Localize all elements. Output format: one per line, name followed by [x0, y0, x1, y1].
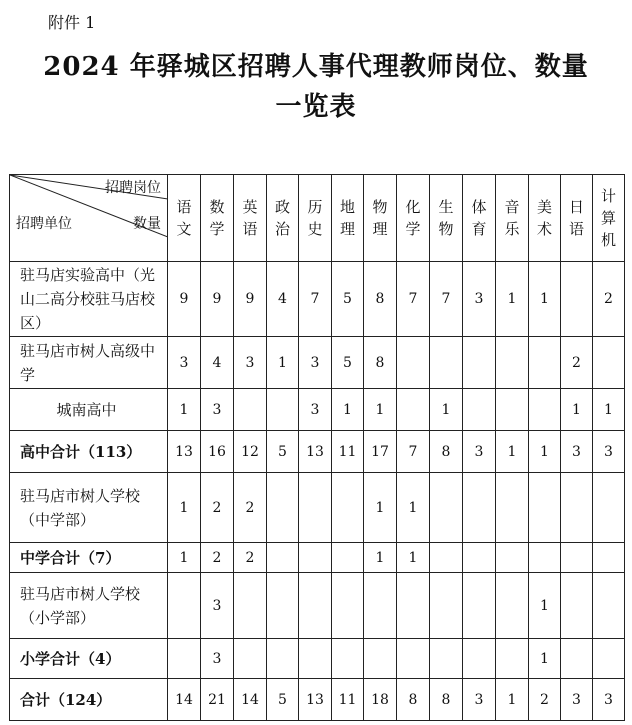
- count-cell: [267, 543, 299, 573]
- count-cell: [267, 389, 299, 431]
- unit-name-cell: 小学合计（4）: [10, 639, 168, 679]
- count-cell: 11: [332, 679, 364, 721]
- table-row: [10, 473, 625, 543]
- count-cell: [496, 337, 529, 389]
- count-cell: [561, 573, 593, 639]
- count-cell: 9: [201, 262, 234, 337]
- count-cell: [463, 543, 496, 573]
- count-cell: 3: [593, 431, 625, 473]
- count-cell: [593, 473, 625, 543]
- count-cell: [430, 639, 463, 679]
- table-row: [10, 337, 625, 389]
- count-cell: 1: [430, 389, 463, 431]
- count-cell: [397, 389, 430, 431]
- total-row: [10, 543, 625, 573]
- unit-name-cell: 高中合计（113）: [10, 431, 168, 473]
- count-cell: [561, 639, 593, 679]
- count-cell: 8: [430, 431, 463, 473]
- count-cell: [332, 543, 364, 573]
- count-cell: 1: [593, 389, 625, 431]
- count-cell: 18: [364, 679, 397, 721]
- subject-header: 语文: [168, 175, 201, 262]
- count-cell: [496, 573, 529, 639]
- unit-name-cell: 驻马店市树人学校（中学部）: [10, 473, 168, 543]
- count-cell: 4: [267, 262, 299, 337]
- count-cell: [463, 639, 496, 679]
- count-cell: 2: [561, 337, 593, 389]
- count-cell: 8: [364, 337, 397, 389]
- count-cell: 1: [332, 389, 364, 431]
- count-cell: 1: [529, 262, 561, 337]
- count-cell: 1: [529, 639, 561, 679]
- count-cell: [561, 473, 593, 543]
- count-cell: 17: [364, 431, 397, 473]
- count-cell: [299, 543, 332, 573]
- count-cell: 3: [201, 389, 234, 431]
- total-row: [10, 639, 625, 679]
- subject-header: 物理: [364, 175, 397, 262]
- count-cell: [430, 543, 463, 573]
- count-cell: 9: [234, 262, 267, 337]
- count-cell: 3: [201, 573, 234, 639]
- count-cell: 1: [267, 337, 299, 389]
- count-cell: [332, 473, 364, 543]
- count-cell: 1: [168, 389, 201, 431]
- count-cell: 7: [430, 262, 463, 337]
- attachment-label: 附件 1: [48, 13, 96, 32]
- count-cell: 1: [496, 679, 529, 721]
- subject-header: 生物: [430, 175, 463, 262]
- count-cell: 13: [168, 431, 201, 473]
- count-cell: [496, 639, 529, 679]
- subject-header: 音乐: [496, 175, 529, 262]
- count-cell: [364, 573, 397, 639]
- count-cell: [299, 573, 332, 639]
- count-cell: 3: [561, 431, 593, 473]
- count-cell: 3: [593, 679, 625, 721]
- count-cell: 1: [529, 431, 561, 473]
- header-row: [10, 175, 625, 262]
- count-cell: 1: [168, 473, 201, 543]
- count-cell: 7: [397, 262, 430, 337]
- count-cell: 2: [234, 473, 267, 543]
- subject-header: 化学: [397, 175, 430, 262]
- count-cell: 1: [561, 389, 593, 431]
- total-row: [10, 679, 625, 721]
- count-cell: [593, 337, 625, 389]
- unit-name-cell: 驻马店市树人学校（小学部）: [10, 573, 168, 639]
- count-cell: 7: [299, 262, 332, 337]
- count-cell: [529, 543, 561, 573]
- count-cell: 1: [364, 473, 397, 543]
- subject-header: 数学: [201, 175, 234, 262]
- count-cell: [463, 573, 496, 639]
- count-cell: [593, 573, 625, 639]
- count-cell: [593, 639, 625, 679]
- subject-header: 计算机: [593, 175, 625, 262]
- count-cell: 3: [168, 337, 201, 389]
- count-cell: 3: [463, 262, 496, 337]
- count-cell: [496, 389, 529, 431]
- count-cell: [463, 473, 496, 543]
- count-cell: [267, 473, 299, 543]
- count-cell: [529, 337, 561, 389]
- count-cell: 3: [561, 679, 593, 721]
- count-cell: [364, 639, 397, 679]
- count-cell: 1: [168, 543, 201, 573]
- count-cell: [267, 573, 299, 639]
- table-row: [10, 389, 625, 431]
- subject-header: 日语: [561, 175, 593, 262]
- unit-name-cell: 合计（124）: [10, 679, 168, 721]
- unit-name-cell: 驻马店实验高中（光山二高分校驻马店校区）: [10, 262, 168, 337]
- count-cell: [463, 389, 496, 431]
- count-cell: 2: [201, 473, 234, 543]
- count-cell: 12: [234, 431, 267, 473]
- count-cell: [529, 473, 561, 543]
- count-cell: 13: [299, 679, 332, 721]
- count-cell: [332, 639, 364, 679]
- count-cell: 7: [397, 431, 430, 473]
- count-cell: 3: [201, 639, 234, 679]
- count-cell: [397, 573, 430, 639]
- count-cell: 9: [168, 262, 201, 337]
- count-cell: [430, 473, 463, 543]
- count-cell: 2: [234, 543, 267, 573]
- unit-name-cell: 驻马店市树人高级中学: [10, 337, 168, 389]
- count-cell: [267, 639, 299, 679]
- count-cell: [463, 337, 496, 389]
- count-cell: 5: [332, 262, 364, 337]
- count-cell: 11: [332, 431, 364, 473]
- count-cell: 1: [496, 262, 529, 337]
- count-cell: 1: [496, 431, 529, 473]
- count-cell: [299, 639, 332, 679]
- subject-header: 体育: [463, 175, 496, 262]
- table-row: [10, 262, 625, 337]
- count-cell: [234, 639, 267, 679]
- count-cell: [168, 573, 201, 639]
- subject-header: 政治: [267, 175, 299, 262]
- count-cell: 2: [201, 543, 234, 573]
- count-cell: [430, 337, 463, 389]
- unit-name-cell: 城南高中: [10, 389, 168, 431]
- count-cell: 3: [234, 337, 267, 389]
- count-cell: [234, 389, 267, 431]
- count-cell: 1: [397, 473, 430, 543]
- count-cell: 1: [364, 543, 397, 573]
- count-cell: [299, 473, 332, 543]
- count-cell: 2: [529, 679, 561, 721]
- count-cell: [397, 337, 430, 389]
- count-cell: 14: [168, 679, 201, 721]
- subject-header: 英语: [234, 175, 267, 262]
- count-cell: 4: [201, 337, 234, 389]
- count-cell: 2: [593, 262, 625, 337]
- count-cell: 8: [430, 679, 463, 721]
- count-cell: [561, 543, 593, 573]
- count-cell: 8: [364, 262, 397, 337]
- table-row: [10, 573, 625, 639]
- count-cell: 1: [364, 389, 397, 431]
- header-unit-label: 招聘单位: [16, 216, 72, 232]
- page-title-line2: 一览表: [275, 92, 357, 122]
- count-cell: [168, 639, 201, 679]
- count-cell: 14: [234, 679, 267, 721]
- count-cell: 5: [332, 337, 364, 389]
- unit-name-cell: 中学合计（7）: [10, 543, 168, 573]
- header-position-label: 招聘岗位: [105, 180, 161, 196]
- count-cell: [561, 262, 593, 337]
- count-cell: [234, 573, 267, 639]
- header-quantity-label: 数量: [133, 216, 161, 232]
- subject-header: 地理: [332, 175, 364, 262]
- count-cell: [496, 543, 529, 573]
- count-cell: 3: [463, 679, 496, 721]
- count-cell: 3: [299, 337, 332, 389]
- count-cell: 3: [299, 389, 332, 431]
- count-cell: 21: [201, 679, 234, 721]
- count-cell: 5: [267, 431, 299, 473]
- count-cell: 16: [201, 431, 234, 473]
- count-cell: [529, 389, 561, 431]
- count-cell: 1: [397, 543, 430, 573]
- header-corner: [10, 175, 168, 262]
- count-cell: 3: [463, 431, 496, 473]
- count-cell: 13: [299, 431, 332, 473]
- count-cell: [397, 639, 430, 679]
- recruitment-table: [9, 174, 625, 721]
- subject-header: 美术: [529, 175, 561, 262]
- count-cell: [496, 473, 529, 543]
- count-cell: 1: [529, 573, 561, 639]
- count-cell: [430, 573, 463, 639]
- count-cell: 8: [397, 679, 430, 721]
- page-title: 2024 年驿城区招聘人事代理教师岗位、数量: [43, 52, 589, 82]
- total-row: [10, 431, 625, 473]
- count-cell: 5: [267, 679, 299, 721]
- count-cell: [593, 543, 625, 573]
- count-cell: [332, 573, 364, 639]
- subject-header: 历史: [299, 175, 332, 262]
